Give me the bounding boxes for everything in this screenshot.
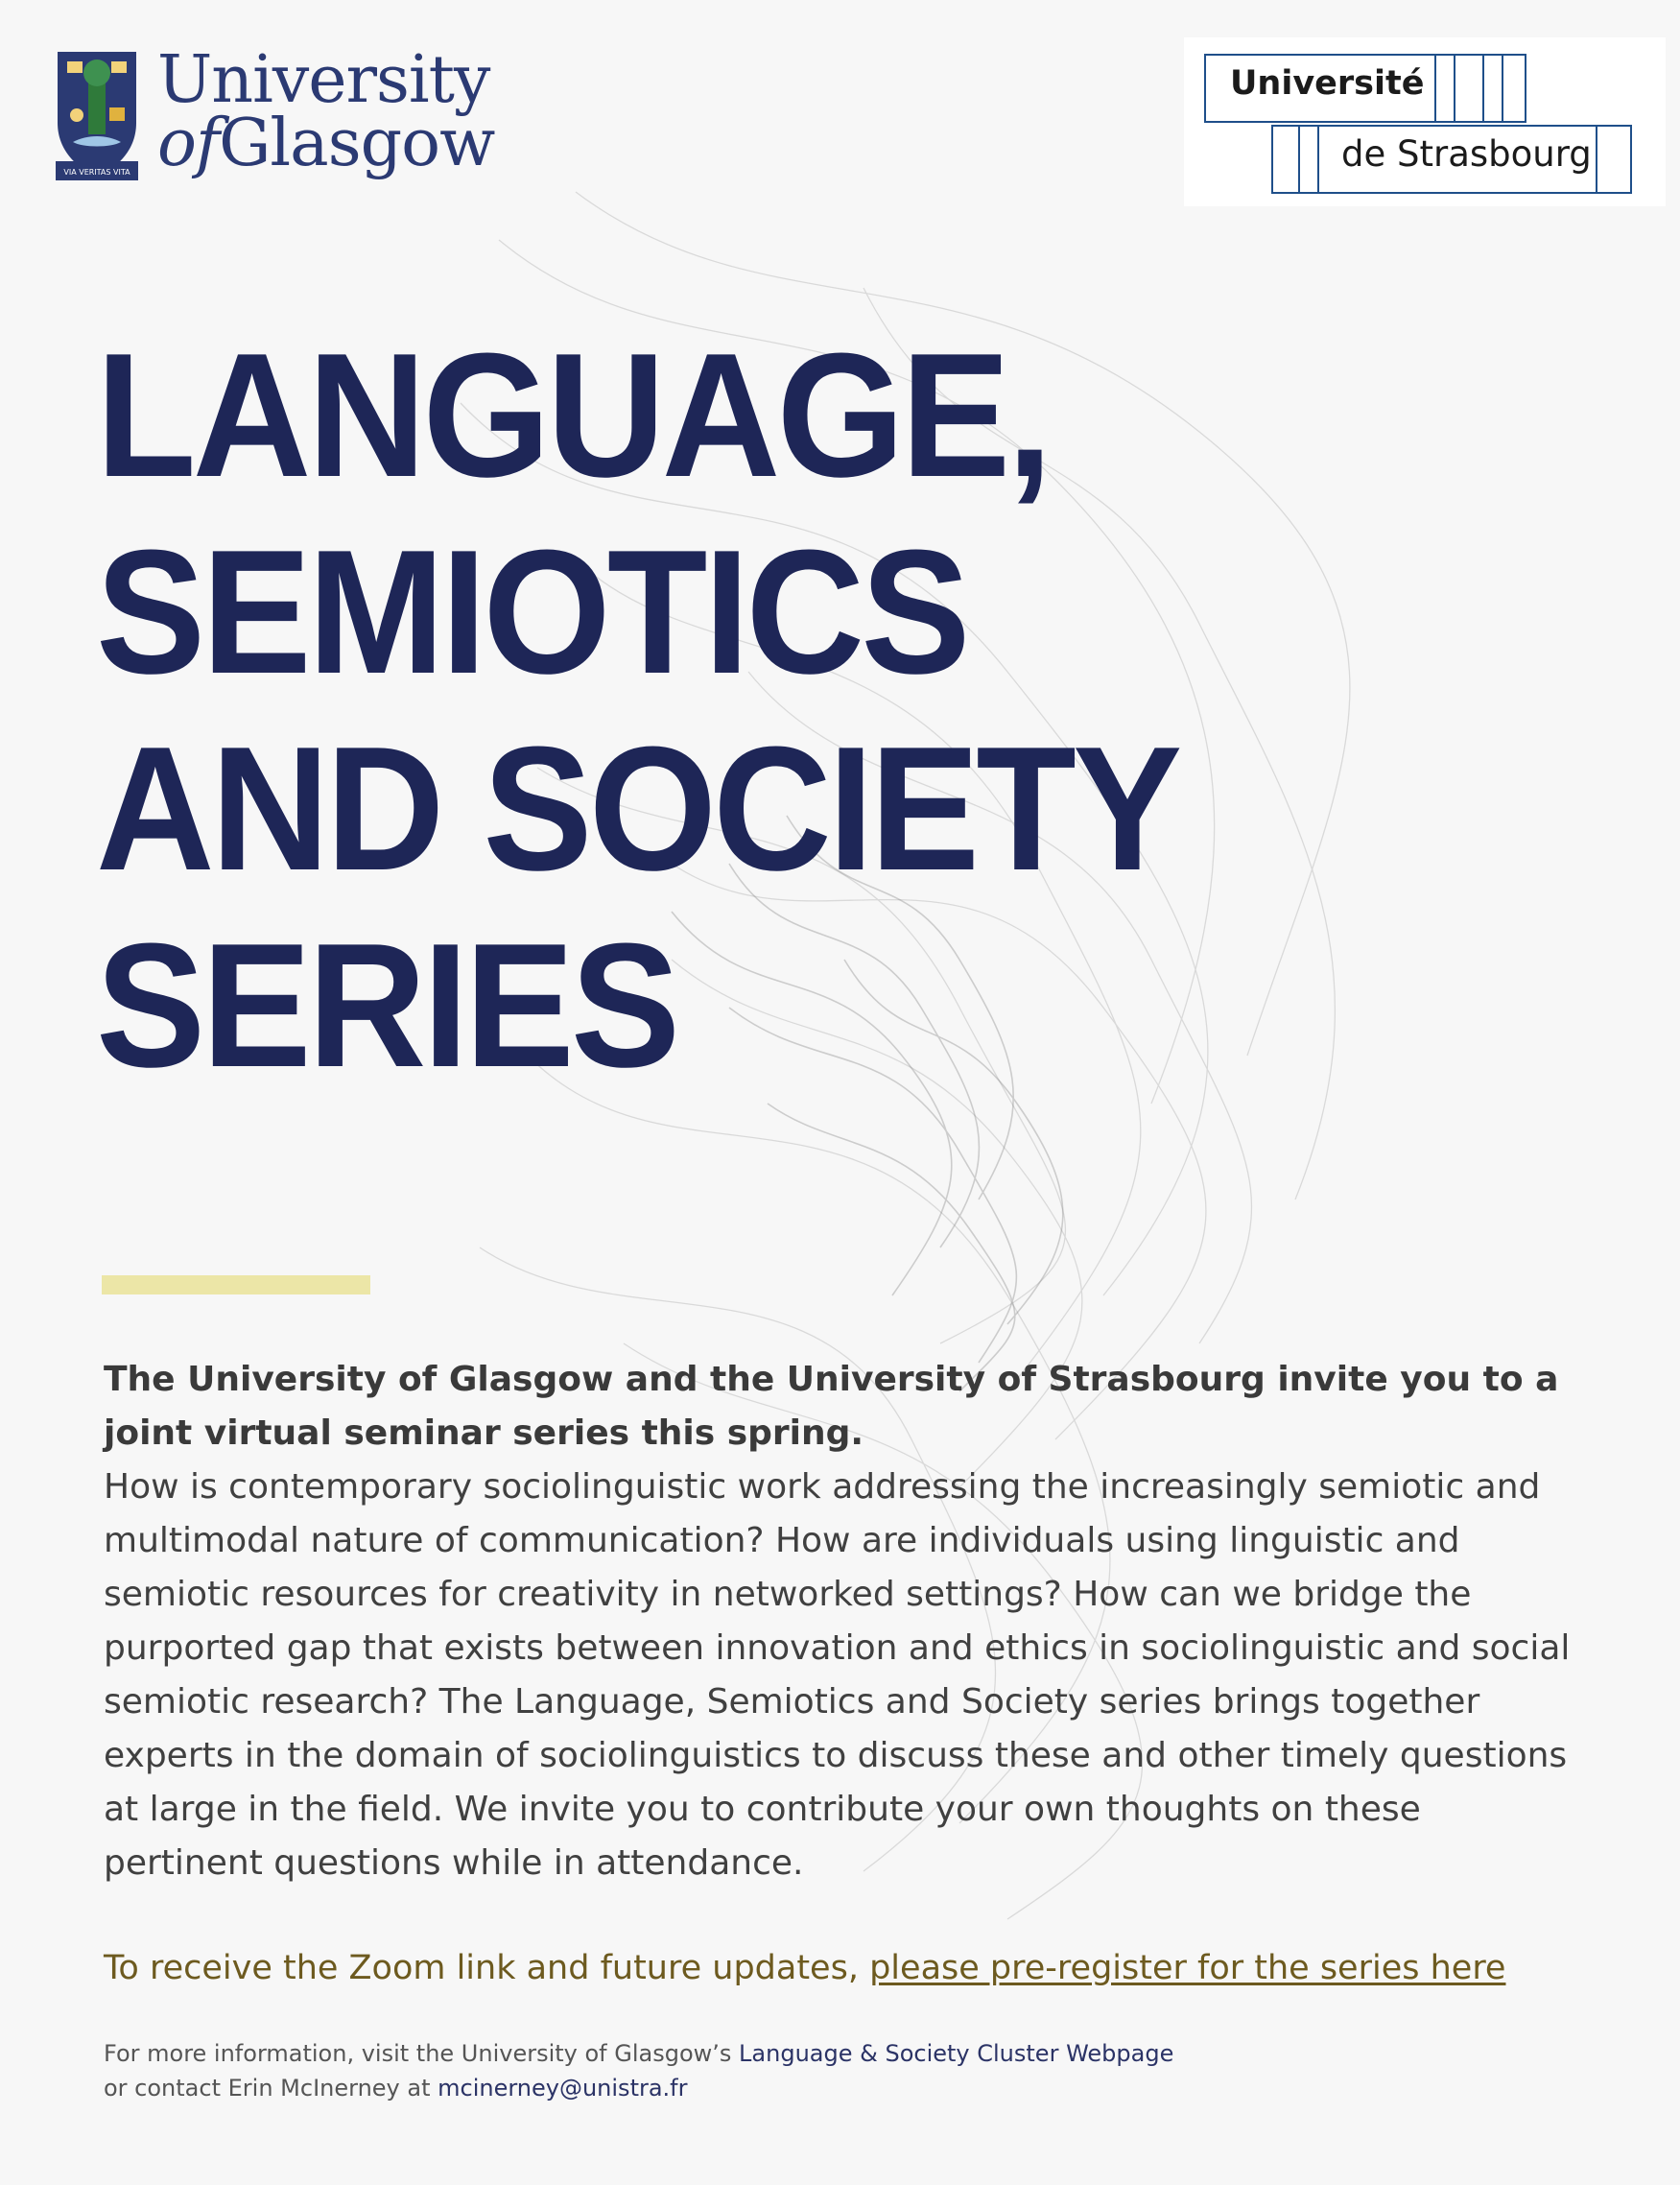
contact-email-link[interactable]: mcinerney@unistra.fr (438, 2075, 688, 2102)
glasgow-motto: VIA VERITAS VITA (63, 168, 130, 177)
series-title (96, 317, 1256, 1104)
description-text: How is contemporary sociolinguistic work addressing the increasingly semiotic and multimodal nature of communication? How are individuals using linguistic and semiotic resources for creativity in networked settings? How can we bridge the purported gap that exists between innovation and ethics in sociolinguistic and social semiotic research? The Language, Semiotics and Society series brings together experts in the domain of sociolinguistics to discuss these and other timely questions at large in the field. We invite you to contribute your own thoughts on these pertinent questions while in attendance. (104, 1467, 1571, 1883)
glasgow-crest-icon (54, 48, 140, 182)
footer-line1-prefix: For more information, visit the University of Glasgow’s (104, 2040, 740, 2067)
title-line-4: SERIES (96, 906, 677, 1104)
strasbourg-logo-line1: Université (1230, 64, 1425, 103)
footer-line-1 (104, 2036, 1447, 2071)
intro-text: The University of Glasgow and the University of Strasbourg invite you to a joint virtual seminar series this spring. (104, 1360, 1559, 1453)
footer-line-2 (104, 2071, 1447, 2105)
glasgow-wordmark-of: of (157, 106, 220, 181)
university-of-glasgow-logo (54, 42, 495, 192)
strasbourg-logo-line2: de Strasbourg (1341, 133, 1592, 175)
register-prefix: To receive the Zoom link and future updates, (104, 1949, 870, 1987)
cluster-webpage-link[interactable]: Language & Society Cluster Webpage (739, 2040, 1174, 2067)
accent-divider (102, 1275, 370, 1294)
pre-register-link[interactable]: please pre-register for the series here (869, 1949, 1506, 1987)
glasgow-wordmark-glasgow: Glasgow (219, 106, 495, 181)
footer-line2-prefix: or contact Erin McInerney at (104, 2075, 438, 2102)
footer-info (104, 2036, 1447, 2105)
glasgow-wordmark-line1: University (157, 42, 490, 118)
body-text (104, 1353, 1600, 1890)
title-line-3: AND SOCIETY (96, 709, 1179, 907)
register-line (104, 1941, 1600, 1995)
glasgow-wordmark (157, 42, 495, 192)
title-line-1: LANGUAGE, (96, 316, 1050, 513)
universite-de-strasbourg-logo (1184, 37, 1666, 206)
strasbourg-logo-frames (1184, 37, 1666, 206)
glasgow-wordmark-line2 (157, 106, 495, 181)
title-line-2: SEMIOTICS (96, 512, 967, 710)
